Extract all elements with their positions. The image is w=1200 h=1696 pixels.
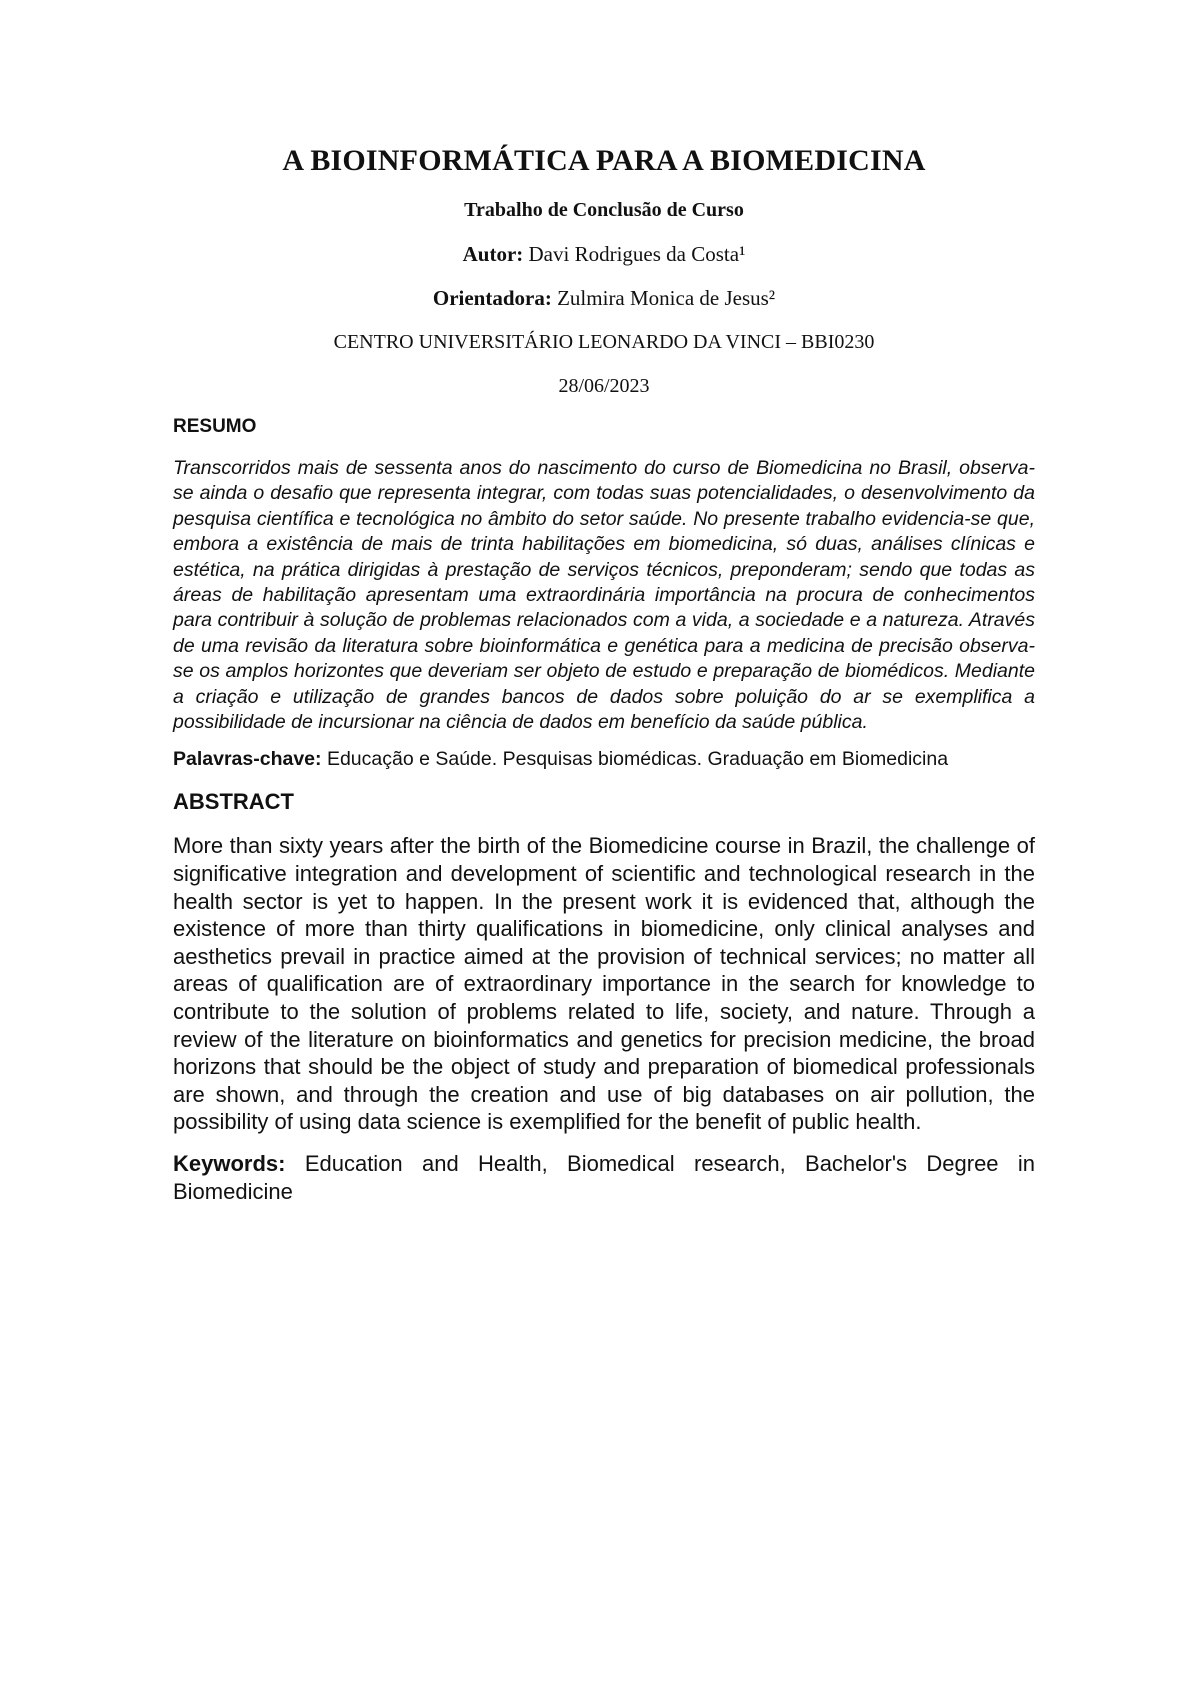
abstract-heading: ABSTRACT [173,789,294,815]
resumo-keywords-text: Educação e Saúde. Pesquisas biomédicas. Graduação em Biomedicina [326,748,949,771]
abstract-keywords [173,1150,1035,1205]
abstract-keywords-label: Keywords: [173,1151,286,1176]
author-label: Autor: [462,242,524,266]
document-date: 28/06/2023 [558,375,650,397]
abstract-paragraph: More than sixty years after the birth of the Biomedicine course in Brazil, the challenge of significative integration and development of scientific and technological research in the health sector is yet to happen. In the present work it is evidenced that, although the existence of more than thirty qualifications in biomedicine, only clinical analyses and aesthetics prevail in practice aimed at the provision of technical services; no matter all areas of qualification are of extraordinary importance in the search for knowledge to contribute to the solution of problems related to life, society, and nature. Through a review of the literature on bioinformatics and genetics for precision medicine, the broad horizons that should be the object of study and preparation of biomedical professionals are shown, and through the creation and use of big databases on air pollution, the possibility of using data science is exemplified for the benefit of public health. [173,833,1035,1135]
institution-line: CENTRO UNIVERSITÁRIO LEONARDO DA VINCI – BBI0230 [333,331,875,353]
resumo-keywords [173,747,1035,772]
document-subtitle: Trabalho de Conclusão de Curso [464,199,744,221]
page-content [173,143,1035,1205]
resumo-heading: RESUMO [173,416,257,437]
author-line [173,241,1035,267]
advisor-name: Zulmira Monica de Jesus² [557,286,776,310]
advisor-line [173,285,1035,311]
advisor-label: Orientadora: [432,286,552,310]
resumo-paragraph: Transcorridos mais de sessenta anos do nascimento do curso de Biomedicina no Brasil, observa-se ainda o desafio que representa integrar, com todas suas potencialidades, o desenvolvimento da pesquisa científica e tecnológica no âmbito do setor saúde. No presente trabalho evidencia-se que, embora a existência de mais de trinta habilitações em biomedicina, só duas, análises clínicas e estética, na prática dirigidas à prestação de serviços técnicos, preponderam; sendo que todas as áreas de habilitação apresentam uma extraordinária importância na procura de conhecimentos para contribuir à solução de problemas relacionados com a vida, a sociedade e a natureza. Através de uma revisão da literatura sobre bioinformática e genética para a medicina de precisão observa-se os amplos horizontes que deveriam ser objeto de estudo e preparação de biomédicos. Mediante a criação e utilização de grandes bancos de dados sobre poluição do ar se exemplifica a possibilidade de incursionar na ciência de dados em benefício da saúde pública. [173,457,1035,734]
resumo-keywords-label: Palavras-chave: [173,748,322,771]
document-title: A BIOINFORMÁTICA PARA A BIOMEDICINA [282,144,926,177]
abstract-keywords-text: Education and Health, Biomedical research, Bachelor's Degree in Biomedicine [173,1151,1035,1204]
author-name: Davi Rodrigues da Costa¹ [528,242,746,266]
